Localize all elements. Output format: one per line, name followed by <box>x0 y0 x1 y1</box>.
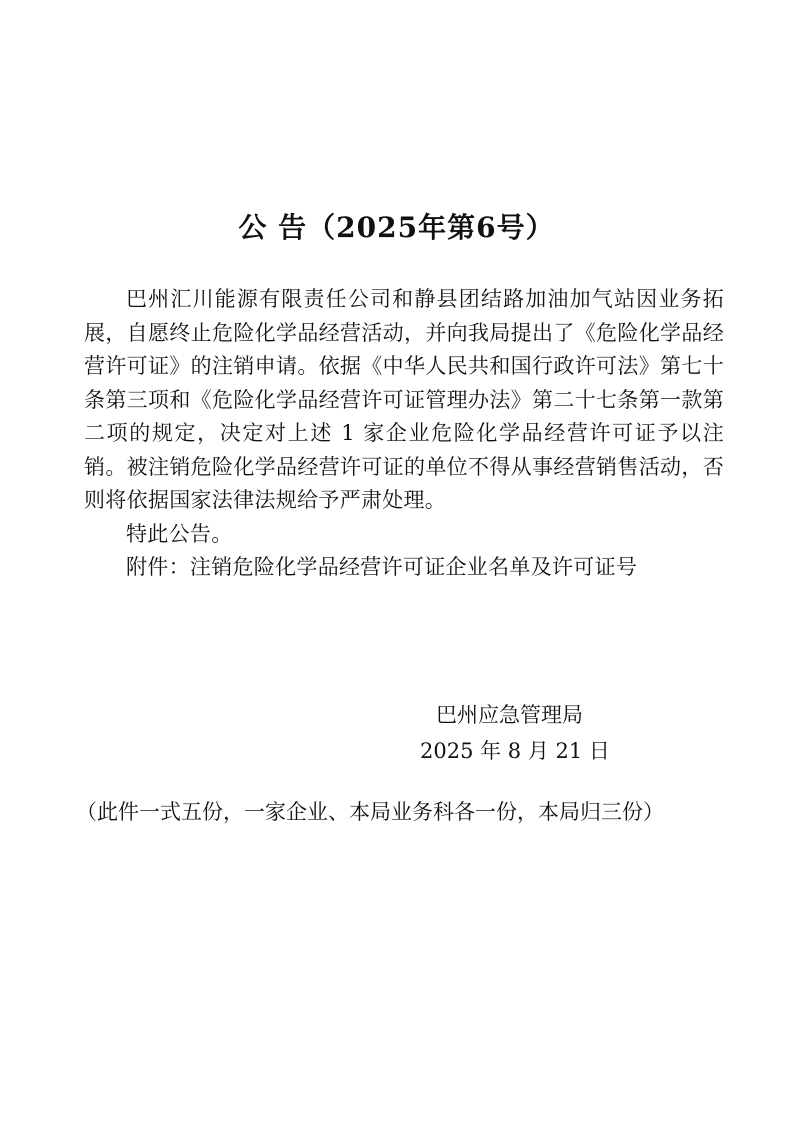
issue-date: 2025 年 8 月 21 日 <box>420 739 610 763</box>
document-body <box>84 283 724 585</box>
document-title: 公 告（2025年第6号） <box>238 211 555 244</box>
issuing-organization: 巴州应急管理局 <box>436 703 583 727</box>
main-paragraph: 巴州汇川能源有限责任公司和静县团结路加油加气站因业务拓展，自愿终止危险化学品经营活动，并向我局提出了《危险化学品经营许可证》的注销申请。依据《中华人民共和国行政许可法》第七十条第三项和《危险化学品经营许可证管理办法》第二十七条第一款第二项的规定，决定对上述 1 家企业危险化学品经营许可证予以注销。被注销危险化学品经营许可证的单位不得从事经营销售活动，否则将依据国家法律法规给予严肃处理。 <box>84 287 724 512</box>
distribution-note: （此件一式五份，一家企业、本局业务科各一份，本局归三份） <box>76 800 664 824</box>
closing-line: 特此公告。 <box>126 521 233 546</box>
signature-block <box>420 697 640 769</box>
attachment-line: 附件：注销危险化学品经营许可证企业名单及许可证号 <box>126 555 638 579</box>
